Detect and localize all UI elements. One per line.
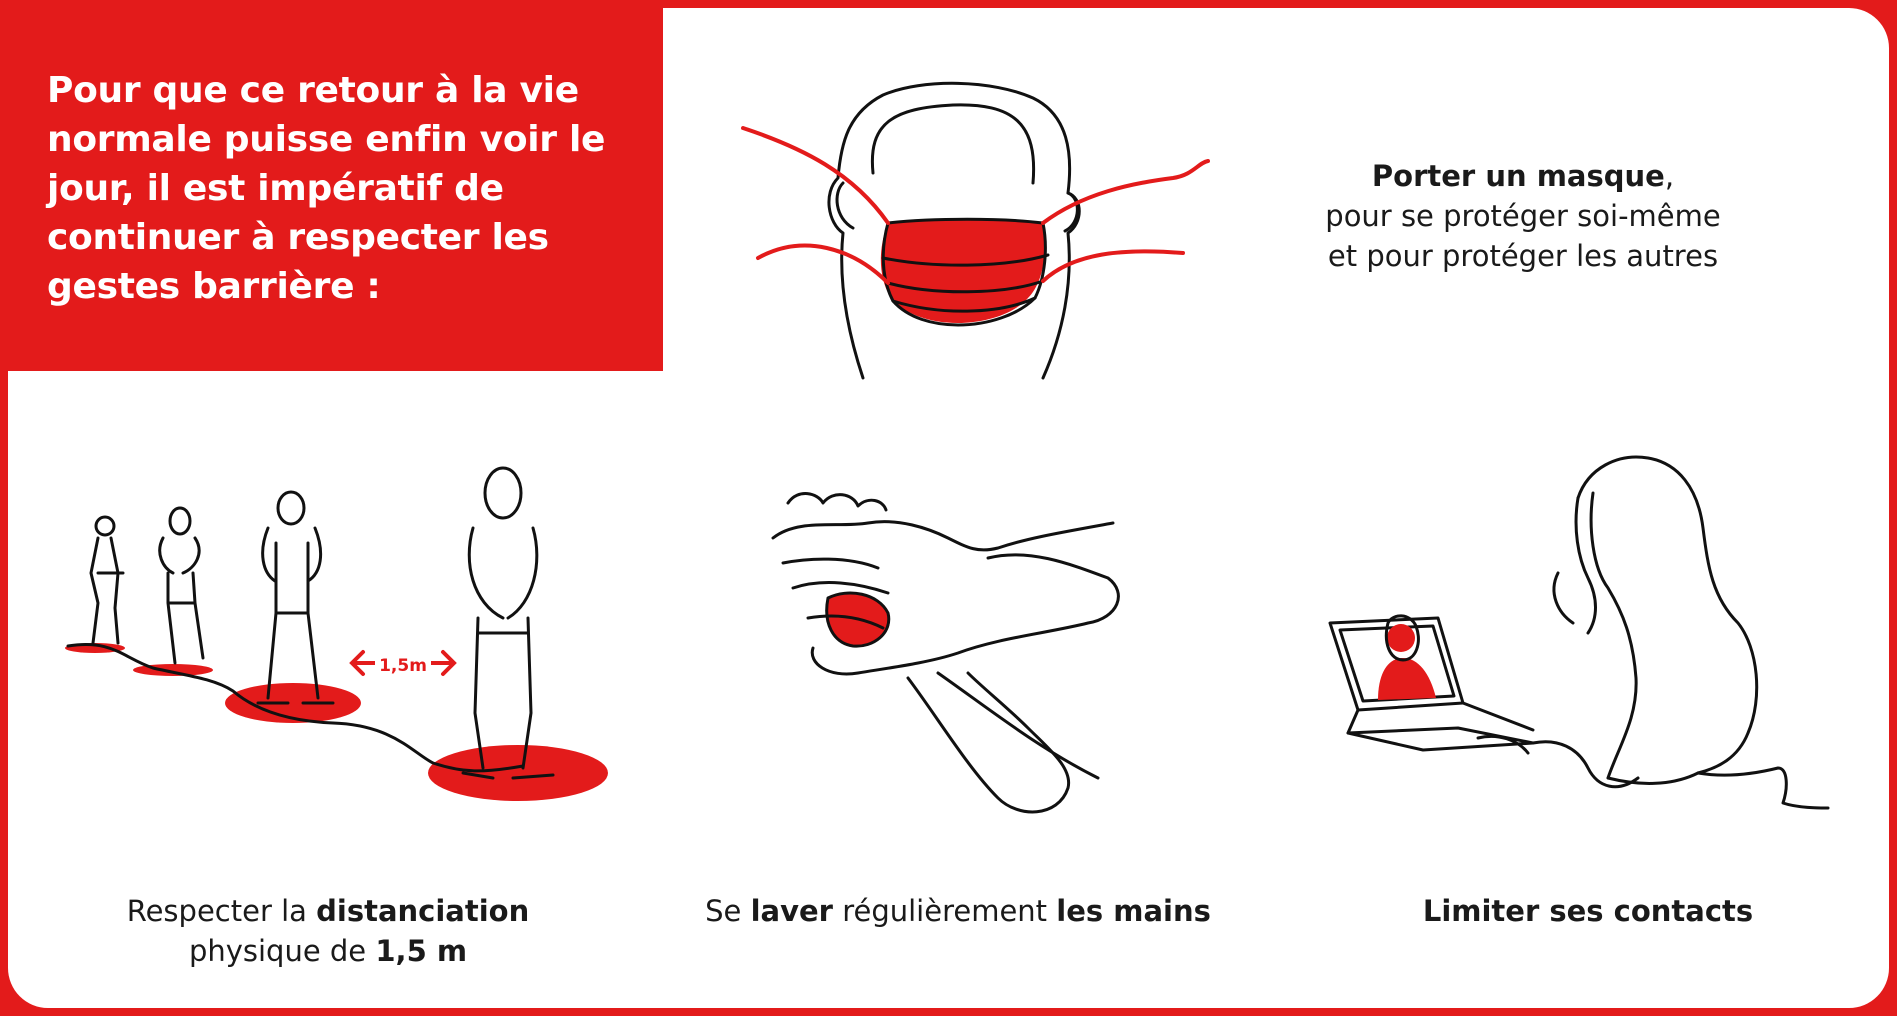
wash-caption-bold1: laver — [750, 894, 833, 928]
distance-arrow-label: 1,5m — [379, 656, 427, 676]
distancing-illustration — [63, 463, 623, 808]
mask-caption-line2: pour se protéger soi-même — [1325, 199, 1721, 233]
wash-caption — [648, 891, 1268, 931]
mask-caption-line3: et pour protéger les autres — [1327, 239, 1719, 273]
wash-caption-pre: Se — [705, 894, 751, 928]
poster-panel — [8, 8, 1889, 1008]
hand-washing-illustration — [768, 478, 1148, 823]
contacts-caption-bold: Limiter ses contacts — [1422, 894, 1754, 928]
distance-caption-pre: Respecter la — [126, 894, 317, 928]
mask-caption-comma: , — [1664, 159, 1675, 193]
wash-caption-bold2: les mains — [1056, 894, 1211, 928]
wash-caption-mid: régulièrement — [832, 894, 1057, 928]
intro-box — [8, 8, 663, 371]
mask-face-illustration — [743, 83, 1223, 383]
intro-text: Pour que ce retour à la vie normale puisse enfin voir le jour, il est impératif de continuer à respecter les gestes barrière : — [47, 70, 606, 307]
limit-contacts-illustration — [1318, 448, 1838, 818]
mask-caption-bold: Porter un masque — [1371, 159, 1665, 193]
distance-caption — [68, 891, 588, 971]
distance-caption-bold: distanciation — [316, 894, 530, 928]
mask-caption — [1223, 156, 1823, 276]
distance-caption-line2-pre: physique de — [188, 934, 376, 968]
contacts-caption — [1288, 891, 1888, 931]
distance-caption-line2-bold: 1,5 m — [375, 934, 468, 968]
